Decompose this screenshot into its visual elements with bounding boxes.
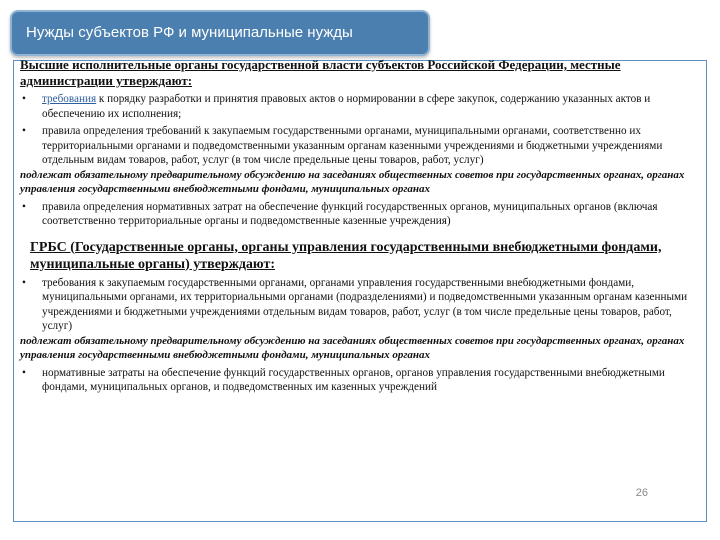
page-number: 26: [635, 487, 648, 499]
section1-bullet-3: • правила определения нормативных затрат на обеспечение функций государственных органов, муниципальных органов (включая соответственно территориальные органы и подведомственные казенные учреждения): [20, 200, 700, 229]
title-banner: [10, 10, 430, 56]
section1-bullet-2: • правила определения требований к закупаемым государственными органами, муниципальными органами, соответственно их территориальными органами и подведомственными указанным органам казенными учреждениями и бюджетными учреждениями отдельным видам товаров, работ, услуг (в том числе предельные цены товаров, работ, услуг): [20, 124, 700, 168]
section2-bullet-2: • нормативные затраты на обеспечение функций государственных органов, органов управления государственными внебюджетными фондами, муниципальных органов, и подведомственных им казенных учреждений: [20, 366, 700, 395]
section2-bullet-1: • требования к закупаемым государственными органами, органами управления государственными внебюджетными фондами, муниципальными органами, их территориальными органами (подразделениями) и подведомственными указанным органам казенными учреждениями и бюджетными учреждениями отдельным видам товаров, работ, услуг (в том числе предельные цены товаров, работ, услуг): [20, 276, 700, 334]
slide-title: Нужды субъектов РФ и муниципальные нужды: [26, 24, 353, 41]
section2-heading: ГРБС (Государственные органы, органы управления государственными внебюджетными фондами, муниципальные органы) утверждают:: [30, 239, 662, 272]
content-box: [13, 57, 707, 522]
section1-heading: Высшие исполнительные органы государственной власти субъектов Российской Федерации, местные администрации утверждают:: [20, 57, 621, 88]
section2-note: подлежат обязательному предварительному обсуждению на заседаниях общественных советов при государственных органах, органах управления государственными внебюджетными фондами, муниципальных органах: [20, 334, 685, 361]
section1-bullet-1-text: к порядку разработки и принятия правовых актов о нормировании в сфере закупок, содержанию указанных актов и обеспечению их исполнения;: [42, 93, 651, 120]
section1-note: подлежат обязательному предварительному обсуждению на заседаниях общественных советов при государственных органах, органах управления государственными внебюджетными фондами, муниципальных органах: [20, 168, 685, 195]
section1-bullet-1: [20, 92, 700, 121]
requirements-link[interactable]: требования: [42, 93, 97, 105]
